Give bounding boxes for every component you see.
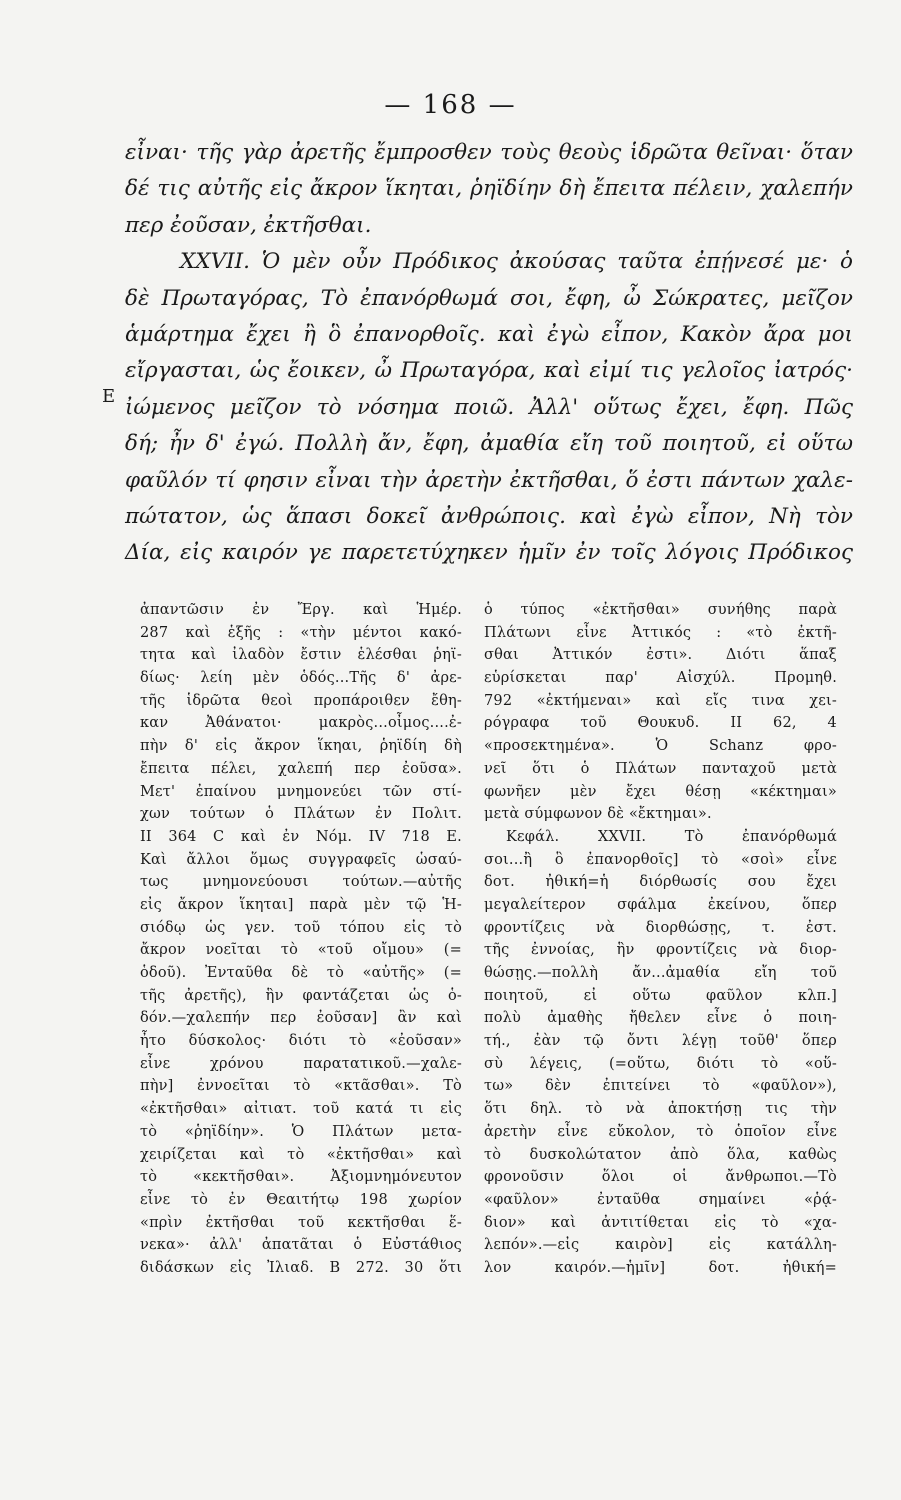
note-line: πὴν δ' εἰς ἄκρον ἵκηαι, ῥηϊδίη δὴ — [140, 738, 462, 755]
note-line: εἰς ἄκρον ἵκηται] παρὰ μὲν τῷ Ἡ- — [140, 896, 462, 913]
note-line: ἔπειτα πέλει, χαλεπή περ ἐοῦσα». — [140, 760, 462, 777]
note-line: λον καιρόν.—ἡμῖν] δοτ. ἠθική= — [484, 1259, 837, 1276]
note-line: τὸ «κεκτῆσθαι». Ἀξιομνημόνευτον — [140, 1169, 462, 1186]
main-greek-text — [125, 135, 853, 572]
page-number: — 168 — — [384, 90, 517, 120]
note-line: «προσεκτημένα». Ὁ Schanz φρο- — [484, 738, 837, 755]
note-line: θώσῃς.—πολλὴ ἄν...ἀμαθία εἴη τοῦ — [484, 965, 837, 981]
note-line: νεκα»· ἀλλ' ἀπατᾶται ὁ Εὐστάθιος — [140, 1237, 462, 1254]
note-line: 287 καὶ ἑξῆς : «τὴν μέντοι κακό- — [140, 624, 462, 641]
note-line: Πλάτωνι εἶνε Ἀττικός : «τὸ ἐκτῆ- — [484, 624, 837, 641]
note-line: εὑρίσκεται παρ' Αἰσχύλ. Προμηθ. — [484, 670, 837, 687]
main-text-line: ἰώμενος μεῖζον τὸ νόσημα ποιῶ. Ἀλλ' οὕτως ἔχει, ἔφη. Πῶς — [125, 394, 853, 420]
note-line: χειρίζεται καὶ τὸ «ἐκτῆσθαι» καὶ — [140, 1146, 462, 1163]
note-line: «φαῦλον» ἐνταῦθα σημαίνει «ῥᾴ- — [484, 1191, 837, 1208]
main-text-line: δὲ Πρωταγόρας, Τὸ ἐπανόρθωμά σοι, ἔφη, ὦ Σώκρατες, μεῖζον — [125, 285, 853, 311]
note-line: πὴν] ἐννοεῖται τὸ «κτᾶσθαι». Τὸ — [140, 1078, 462, 1095]
note-line: Μετ' ἐπαίνου μνημονεύει τῶν στί- — [140, 783, 462, 800]
note-line: τὸ δυσκολώτατον ἀπὸ ὅλα, καθὼς — [484, 1146, 837, 1163]
note-line: τητα καὶ ἰλαδὸν ἔστιν ἑλέσθαι ῥηϊ- — [140, 647, 462, 664]
main-text-line: περ ἐοῦσαν, ἐκτῆσθαι. — [125, 212, 372, 238]
note-line: τῆς ἀρετῆς), ἣν φαντάζεται ὡς ὁ- — [140, 987, 462, 1004]
note-line: ρόγραφα τοῦ Θουκυδ. II 62, 4 — [484, 715, 837, 732]
note-line: φροντίζεις νὰ διορθώσῃς, τ. ἐστ. — [484, 919, 837, 936]
note-line: ὁ τύπος «ἐκτῆσθαι» συνήθης παρὰ — [484, 602, 837, 618]
note-line: λεπόν».—εἰς καιρὸν] εἰς κατάλλη- — [484, 1237, 837, 1254]
note-line: τῆς ἱδρῶτα θεοὶ προπάροιθεν ἔθη- — [140, 692, 462, 709]
note-line: ὅτι δηλ. τὸ νὰ ἀποκτήσῃ τις τὴν — [484, 1101, 837, 1118]
note-line: ποιητοῦ, εἰ οὕτω φαῦλον κλπ.] — [484, 987, 837, 1004]
note-line: II 364 C καὶ ἐν Νόμ. IV 718 E. — [140, 828, 462, 845]
main-text-line: φαῦλόν τί φησιν εἶναι τὴν ἀρετὴν ἐκτῆσθαι, ὅ ἐστι πάντων χαλε- — [125, 467, 853, 493]
note-line: τως μνημονεύουσι τούτων.—αὐτῆς — [140, 874, 462, 891]
note-line: μεγαλείτερον σφάλμα ἐκείνου, ὅπερ — [484, 896, 837, 913]
note-line: σθαι Ἀττικόν ἐστι». Διότι ἅπαξ — [484, 647, 837, 664]
note-line: σοι...ἢ ὃ ἐπανορθοῖς] τὸ «σοὶ» εἶνε — [484, 851, 837, 868]
note-line: ἄκρον νοεῖται τὸ «τοῦ οἴμου» (= — [140, 942, 462, 959]
notes-left-column — [140, 599, 462, 1280]
main-text-line: πώτατον, ὡς ἅπασι δοκεῖ ἀνθρώποις. καὶ ἐγὼ εἶπον, Νὴ τὸν — [125, 503, 853, 529]
note-line: εἶνε χρόνου παρατατικοῦ.—χαλε- — [140, 1055, 462, 1072]
note-line: φρονοῦσιν ὅλοι οἱ ἄνθρωποι.—Τὸ — [484, 1169, 837, 1186]
note-line: διδάσκων εἰς Ἰλιαδ. B 272. 30 ὅτι — [140, 1259, 462, 1276]
note-line: δίως· λείη μὲν ὁδός...Τῆς δ' ἀρε- — [140, 670, 462, 687]
margin-section-mark: E — [102, 386, 116, 407]
note-line: φωνῆεν μὲν ἔχει θέσῃ «κέκτημαι» — [484, 783, 837, 800]
note-line: νεῖ ὅτι ὁ Πλάτων πανταχοῦ μετὰ — [484, 760, 837, 777]
main-text-line: εἴργασται, ὡς ἔοικεν, ὦ Πρωταγόρα, καὶ εἰμί τις γελοῖος ἰατρός· — [125, 358, 853, 384]
note-line: σιόδῳ ὡς γεν. τοῦ τόπου εἰς τὸ — [140, 919, 462, 936]
note-line: χων τούτων ὁ Πλάτων ἐν Πολιτ. — [140, 806, 462, 823]
note-line: δόν.—χαλεπήν περ ἐοῦσαν] ἂν καὶ — [140, 1010, 462, 1027]
note-line: σὺ λέγεις, (=οὕτω, διότι τὸ «οὕ- — [484, 1055, 837, 1072]
main-text-line: Δία, εἰς καιρόν γε παρετετύχηκεν ἡμῖν ἐν τοῖς λόγοις Πρόδικος — [125, 540, 853, 566]
note-line: ἀπαντῶσιν ἐν Ἔργ. καὶ Ἡμέρ. — [140, 602, 462, 618]
main-text-line: δή; ἦν δ' ἐγώ. Πολλὴ ἄν, ἔφη, ἀμαθία εἴη τοῦ ποιητοῦ, εἰ οὕτω — [125, 431, 853, 457]
note-line: τή., ἐὰν τῷ ὄντι λέγῃ τοῦθ' ὅπερ — [484, 1033, 837, 1050]
note-line: «ἐκτῆσθαι» αἰτιατ. τοῦ κατά τι εἰς — [140, 1101, 462, 1118]
note-line: 792 «ἐκτήμεναι» καὶ εἴς τινα χει- — [484, 692, 837, 709]
notes-right-column — [484, 599, 837, 1280]
note-line: τὸ «ῥηϊδίην». Ὁ Πλάτων μετα- — [140, 1123, 462, 1140]
note-line: διον» καὶ ἀντιτίθεται εἰς τὸ «χα- — [484, 1214, 837, 1231]
note-line: δοτ. ἠθική=ἡ διόρθωσίς σου ἔχει — [484, 874, 837, 891]
main-text-line: ἁμάρτημα ἔχει ἢ ὃ ἐπανορθοῖς. καὶ ἐγὼ εἶπον, Κακὸν ἄρα μοι — [125, 321, 853, 347]
note-line: ἦτο δύσκολος· διότι τὸ «ἐοῦσαν» — [140, 1033, 462, 1050]
note-line: Καὶ ἄλλοι ὅμως συγγραφεῖς ὡσαύ- — [140, 851, 462, 868]
note-line: τῆς ἐννοίας, ἣν φροντίζεις νὰ διορ- — [484, 942, 837, 959]
note-line: ὁδοῦ). Ἐνταῦθα δὲ τὸ «αὐτῆς» (= — [140, 965, 462, 981]
note-line-chapter-start: Κεφάλ. XXVII. Τὸ ἐπανόρθωμά — [506, 828, 837, 845]
note-line: «πρὶν ἐκτῆσθαι τοῦ κεκτῆσθαι ἕ- — [140, 1214, 462, 1231]
main-text-line: εἶναι· τῆς γὰρ ἀρετῆς ἔμπροσθεν τοὺς θεοὺς ἱδρῶτα θεῖναι· ὅταν — [125, 140, 853, 165]
note-line: καν Ἀθάνατοι· μακρὸς...οἶμος....ἐ- — [140, 715, 462, 732]
note-line: εἶνε τὸ ἐν Θεαιτήτῳ 198 χωρίον — [140, 1191, 462, 1208]
note-line: μετὰ σύμφωνον δὲ «ἔκτημαι». — [484, 806, 712, 823]
note-line: πολὺ ἀμαθὴς ἤθελεν εἶνε ὁ ποιη- — [484, 1010, 837, 1027]
main-text-line: δέ τις αὐτῆς εἰς ἄκρον ἵκηται, ῥηϊδίην δὴ ἔπειτα πέλειν, χαλεπήν — [125, 176, 853, 202]
note-line: τω» δὲν ἐπιτείνει τὸ «φαῦλον»), — [484, 1078, 837, 1095]
note-line: ἀρετὴν εἶνε εὔκολον, τὸ ὁποῖον εἶνε — [484, 1123, 837, 1140]
main-text-line-chapter-start: XXVII. Ὁ μὲν οὖν Πρόδικος ἀκούσας ταῦτα ἐπῄνεσέ με· ὁ — [180, 249, 853, 275]
